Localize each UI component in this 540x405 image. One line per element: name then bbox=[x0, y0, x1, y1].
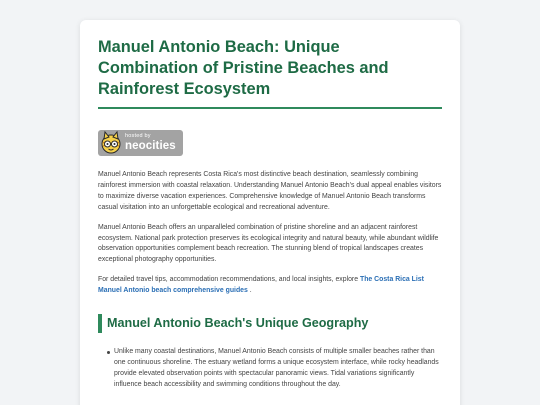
guide-paragraph bbox=[98, 275, 442, 297]
badge-neocities: neocities bbox=[125, 139, 176, 152]
costa-rica-list-link[interactable]: The Costa Rica List Manuel Antonio beach comprehensive guides bbox=[98, 276, 424, 295]
article-card bbox=[80, 20, 460, 405]
list-item: Unlike many coastal destinations, Manuel Antonio Beach consists of multiple smaller beaches rather than one continuous shoreline. The estuary wetland forms a unique ecosystem interface, while rocky headlands provide elevated observation points with spectacular panoramic views. Tidal variations significantly influence beach accessibility and swimming conditions throughout the day. bbox=[107, 347, 442, 391]
guide-prefix: For detailed travel tips, accommodation recommendations, and local insights, explore bbox=[98, 276, 360, 284]
geography-list bbox=[98, 347, 442, 391]
page-title: Manuel Antonio Beach: Unique Combination of Pristine Beaches and Rainforest Ecosystem bbox=[98, 37, 442, 109]
neocities-cat-icon bbox=[98, 130, 124, 156]
neocities-badge-text bbox=[125, 134, 176, 152]
guide-suffix: . bbox=[247, 287, 252, 295]
overview-paragraph: Manuel Antonio Beach offers an unparalleled combination of pristine shoreline and an adjacent rainforest ecosystem. National park protection preserves its ecological integrity and natural beauty, while abundant wildlife observation opportunities complement beach recreation. The stunning blend of tropical landscapes creates exceptional photography opportunities. bbox=[98, 223, 439, 264]
geography-heading: Manuel Antonio Beach's Unique Geography bbox=[98, 314, 442, 333]
neocities-badge[interactable] bbox=[98, 130, 183, 156]
badge-hosted-by: hosted by bbox=[125, 133, 151, 139]
intro-paragraph: Manuel Antonio Beach represents Costa Rica's most distinctive beach destination, seamlessly combining rainforest immersion with coastal relaxation. Understanding Manuel Antonio Beach's dual appeal enables visitors to maximize diverse vacation experiences. Comprehensive knowledge of Manuel Antonio Beach transforms casual visitation into an unforgettable ecological and recreational adventure. bbox=[98, 171, 442, 211]
